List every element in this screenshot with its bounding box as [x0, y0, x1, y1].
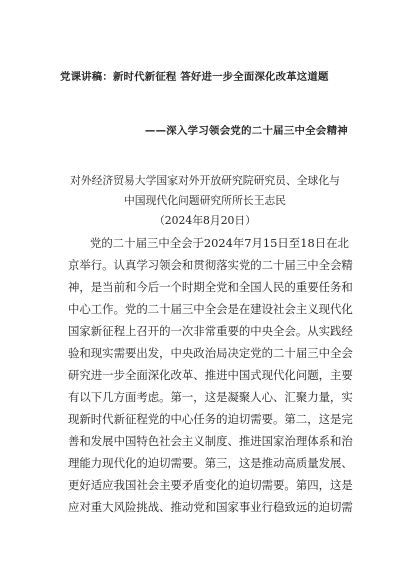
body-paragraph-line: 更好适应我国社会主要矛盾变化的迫切需要。第四，这是 — [68, 478, 353, 492]
body-paragraph-line: 应对重大风险挑战、推动党和国家事业行稳致远的迫切需 — [68, 500, 353, 514]
body-paragraph-line: 党的二十届三中全会于2024年7月15日至18日在北 — [90, 236, 349, 250]
body-paragraph-line: 善和发展中国特色社会主义制度、推进国家治理体系和治 — [68, 434, 353, 448]
body-paragraph-line: 现新时代新征程党的中心任务的迫切需要。第二，这是完 — [68, 412, 353, 426]
body-paragraph-line: 有以下几方面考虑。第一，这是凝聚人心、汇聚力量，实 — [68, 390, 353, 404]
document-subtitle: ——深入学习领会党的二十届三中全会精神 — [144, 125, 348, 137]
document-title: 党课讲稿：新时代新征程 答好进一步全面深化改革这道题 — [60, 71, 329, 83]
body-paragraph-line: 神，是当前和今后一个时期全党和全国人民的重要任务和 — [68, 280, 353, 294]
document-date: （2024年8月20日） — [153, 214, 257, 227]
author-affiliation-line: 对外经济贸易大学国家对外开放研究院研究员、全球化与 — [70, 174, 340, 187]
body-paragraph-line: 国家新征程上召开的一次非常重要的中央全会。从实践经 — [68, 324, 353, 338]
body-paragraph-line: 研究进一步全面深化改革、推进中国式现代化问题，主要 — [68, 368, 353, 382]
body-paragraph-line: 理能力现代化的迫切需要。第三，这是推动高质量发展、 — [68, 456, 353, 470]
body-paragraph-line: 中心工作。党的二十届三中全会是在建设社会主义现代化 — [68, 302, 353, 316]
author-name-line: 中国现代化问题研究所所长王志民 — [124, 194, 286, 207]
body-paragraph-line: 验和现实需要出发，中央政治局决定党的二十届三中全会 — [68, 346, 353, 360]
body-paragraph-line: 京举行。认真学习领会和贯彻落实党的二十届三中全会精 — [68, 258, 353, 272]
